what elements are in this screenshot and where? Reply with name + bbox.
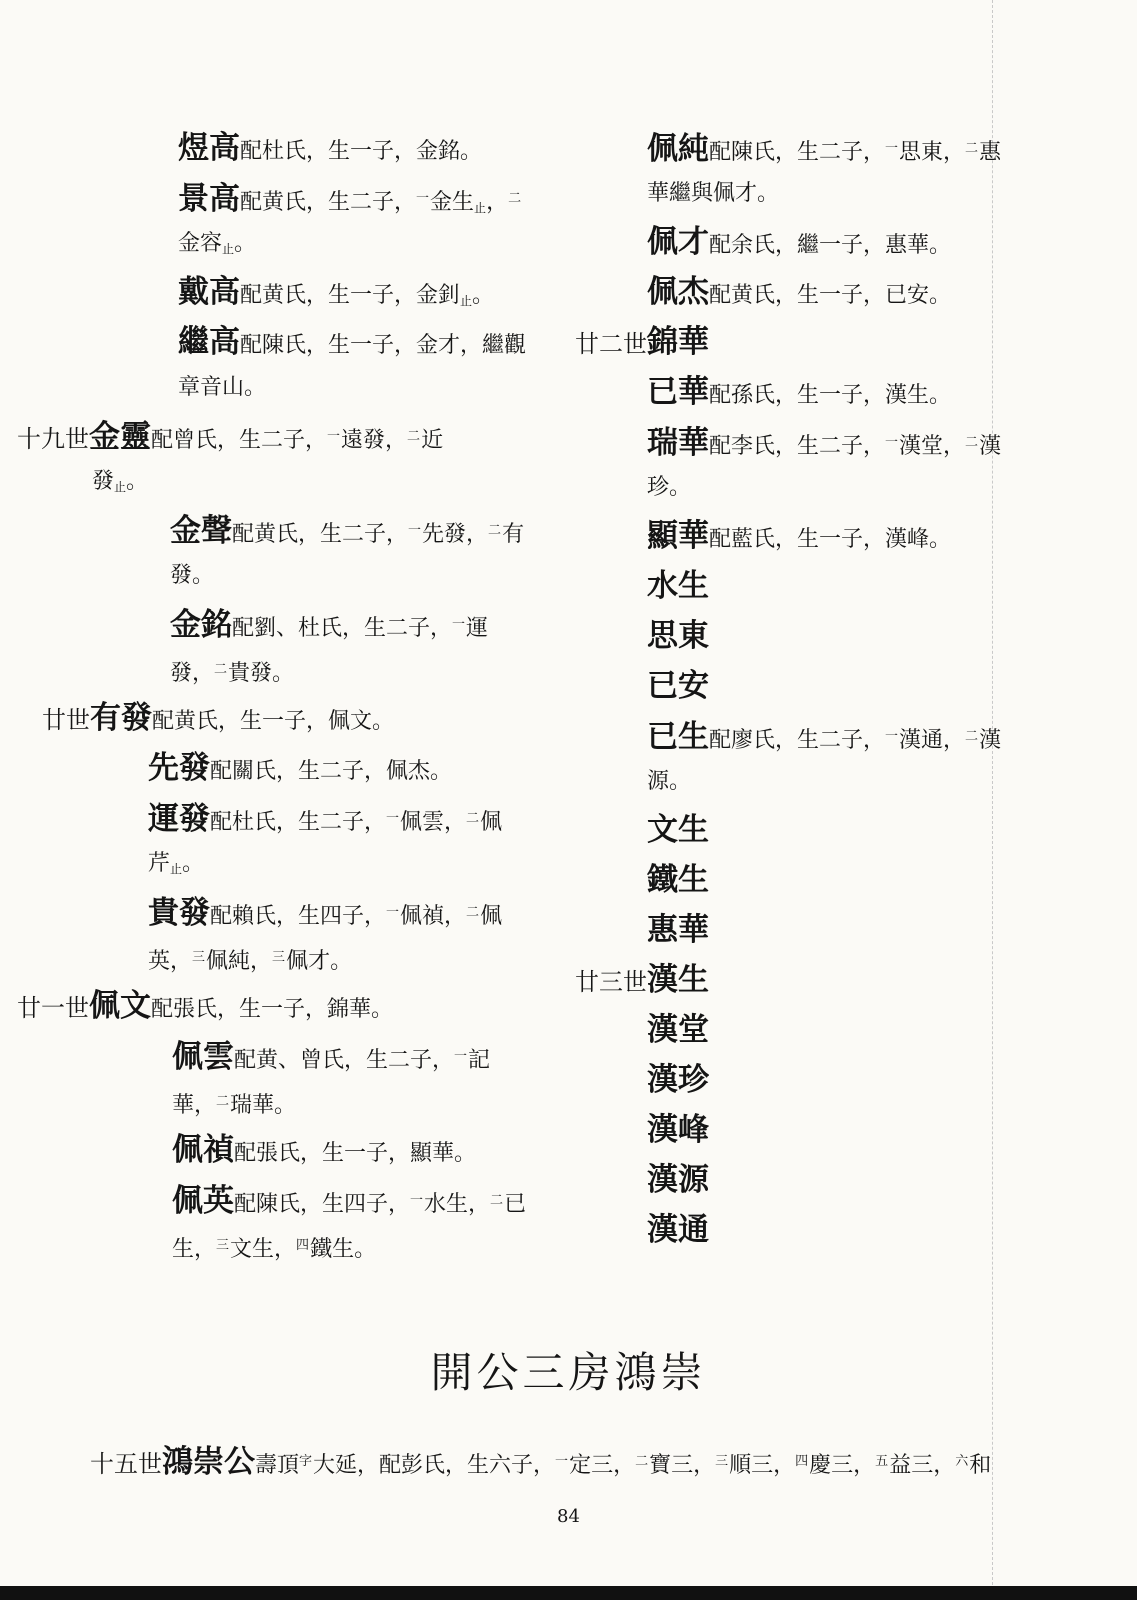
person-name: 已華 (647, 374, 709, 410)
genealogy-entry (575, 513, 1055, 560)
entry-text: 配黄氏，生一子，金釗止。 (240, 283, 495, 308)
entry-text-continued: 英，$^三$佩純，$^三$佩才。 (148, 949, 353, 974)
person-name: 戴高 (178, 274, 240, 310)
person-name: 金銘 (170, 607, 232, 643)
entry-text: 配杜氏，生一子，金銘。 (240, 139, 483, 164)
entry-text: 配賴氏，生四子，$^一$佩禎，$^二$佩 (210, 904, 503, 929)
genealogy-entry (575, 369, 1055, 416)
left-column (0, 125, 575, 1271)
entry-text: 配劉、杜氏，生二子，$^一$運 (232, 616, 489, 641)
genealogy-entry (575, 125, 1055, 216)
genealogy-entry (0, 175, 575, 266)
entry-text-continued: 源。 (647, 769, 692, 794)
person-name: 漢生 (647, 962, 709, 998)
entry-text: 配黄氏，生二子，$^一$先發，$^二$有 (232, 522, 525, 547)
genealogy-entry (0, 745, 575, 792)
person-name: 佩英 (172, 1183, 234, 1219)
entry-text: 配張氏，生一子，錦華。 (151, 997, 394, 1022)
genealogy-entry (575, 1057, 1055, 1104)
generation-label: 廿三世 (575, 968, 647, 996)
genealogy-entry (575, 807, 1055, 854)
person-name: 漢珍 (647, 1062, 709, 1098)
generation-label: 十五世 (90, 1450, 162, 1478)
person-name: 鴻崇公 (162, 1444, 255, 1480)
person-name: 錦華 (647, 324, 709, 360)
genealogy-entry (0, 795, 575, 886)
entry-text: 配黄、曾氏，生二子，$^一$記 (234, 1048, 491, 1073)
genealogy-entry (575, 1207, 1055, 1254)
entry-text: 配黄氏，生二子，$^一$金生止，$^二$ (240, 190, 522, 215)
person-name: 漢峰 (647, 1112, 709, 1148)
genealogy-entry (575, 613, 1055, 660)
genealogy-entry (575, 563, 1055, 610)
genealogy-entry (575, 1107, 1055, 1154)
genealogy-entry (0, 1033, 575, 1124)
entry-text: 配陳氏，生一子，金才，繼觀 (240, 333, 527, 358)
person-name: 先發 (148, 750, 210, 786)
genealogy-entry (575, 219, 1055, 266)
genealogy-entry (575, 319, 1055, 366)
genealogy-entry (0, 695, 575, 742)
entry-text: 配張氏，生一子，顯華。 (234, 1141, 477, 1166)
genealogy-entry (0, 269, 575, 316)
entry-text: 配李氏，生二子，$^一$漢堂，$^二$漢 (709, 434, 1002, 459)
person-name: 佩才 (647, 224, 709, 260)
entry-text-continued: 章音山。 (178, 375, 267, 400)
genealogy-entry (0, 889, 575, 980)
person-name: 惠華 (647, 912, 709, 948)
entry-text: 配黄氏，生一子，已安。 (709, 283, 952, 308)
entry-text-continued: 華繼與佩才。 (647, 181, 780, 206)
entry-text: 配廖氏，生二子，$^一$漢通，$^二$漢 (709, 728, 1002, 753)
person-name: 繼高 (178, 324, 240, 360)
person-name: 顯華 (647, 518, 709, 554)
entry-text: 配黄氏，生一子，佩文。 (152, 709, 395, 734)
entry-text-continued: 發。 (170, 563, 215, 588)
generation-label: 十九世 (17, 425, 89, 453)
entry-text: 配孫氏，生一子，漢生。 (709, 383, 952, 408)
generation-label: 廿世 (42, 706, 90, 734)
page-number: 84 (557, 1506, 580, 1527)
person-name: 文生 (647, 812, 709, 848)
person-name: 水生 (647, 568, 709, 604)
generation-label: 廿二世 (575, 330, 647, 358)
genealogy-entry (0, 507, 575, 598)
genealogy-entry (575, 857, 1055, 904)
entry-text: 壽頂$^字$大延，配彭氏，生六子，$^一$定三，$^二$寶三，$^三$順三，$^四$慶三，$^五$益三，$^六$和 (255, 1453, 992, 1478)
person-name: 漢堂 (647, 1012, 709, 1048)
genealogy-entry (575, 907, 1055, 954)
person-name: 思東 (647, 618, 709, 654)
entry-text-continued: 生，$^三$文生，$^四$鐵生。 (172, 1237, 377, 1262)
entry-text: 配藍氏，生一子，漢峰。 (709, 527, 952, 552)
scan-edge (0, 1586, 1137, 1600)
person-name: 貴發 (148, 895, 210, 931)
genealogy-entry (575, 957, 1055, 1004)
entry-text-continued: 珍。 (647, 475, 692, 500)
right-column (575, 125, 1055, 1257)
person-name: 鐵生 (647, 862, 709, 898)
person-name: 已安 (647, 668, 709, 704)
person-name: 運發 (148, 801, 210, 837)
person-name: 景高 (178, 181, 240, 217)
person-name: 漢通 (647, 1212, 709, 1248)
person-name: 有發 (90, 700, 152, 736)
genealogy-entry (0, 601, 575, 692)
entry-text: 配曾氏，生二子，$^一$遠發，$^二$近 (151, 428, 444, 453)
genealogy-entry (0, 1177, 575, 1268)
genealogy-entry (0, 319, 575, 410)
entry-text-continued: 發，$^二$貴發。 (170, 661, 295, 686)
bottom-entry (90, 1437, 991, 1487)
genealogy-entry (0, 413, 575, 504)
entry-text: 配余氏，繼一子，惠華。 (709, 233, 952, 258)
genealogy-entry (575, 419, 1055, 510)
person-name: 金靈 (89, 419, 151, 455)
section-title: 開公三房鴻崇 (430, 1348, 707, 1397)
person-name: 煜高 (178, 130, 240, 166)
entry-text: 配陳氏，生四子，$^一$水生，$^二$已 (234, 1192, 527, 1217)
person-name: 佩禎 (172, 1132, 234, 1168)
person-name: 瑞華 (647, 425, 709, 461)
person-name: 佩文 (89, 988, 151, 1024)
entry-text: 配陳氏，生二子，$^一$思東，$^二$惠 (709, 140, 1002, 165)
entry-text-continued: 華，$^二$瑞華。 (172, 1093, 297, 1118)
generation-label: 廿一世 (17, 994, 89, 1022)
genealogy-entry (0, 1127, 575, 1174)
genealogy-entry (575, 1157, 1055, 1204)
entry-text: 配關氏，生二子，佩杰。 (210, 759, 453, 784)
person-name: 已生 (647, 719, 709, 755)
person-name: 佩杰 (647, 274, 709, 310)
entry-text-continued: 發止。 (92, 469, 149, 494)
person-name: 佩純 (647, 131, 709, 167)
genealogy-entry (0, 983, 575, 1030)
genealogy-entry (575, 663, 1055, 710)
entry-text-continued: 芹止。 (148, 851, 205, 876)
genealogy-entry (575, 713, 1055, 804)
genealogy-entry (575, 269, 1055, 316)
genealogy-entry (575, 1007, 1055, 1054)
person-name: 佩雲 (172, 1039, 234, 1075)
person-name: 金聲 (170, 513, 232, 549)
genealogy-entry (0, 125, 575, 172)
person-name: 漢源 (647, 1162, 709, 1198)
entry-text: 配杜氏，生二子，$^一$佩雲，$^二$佩 (210, 810, 503, 835)
entry-text-continued: 金容止。 (178, 231, 257, 256)
